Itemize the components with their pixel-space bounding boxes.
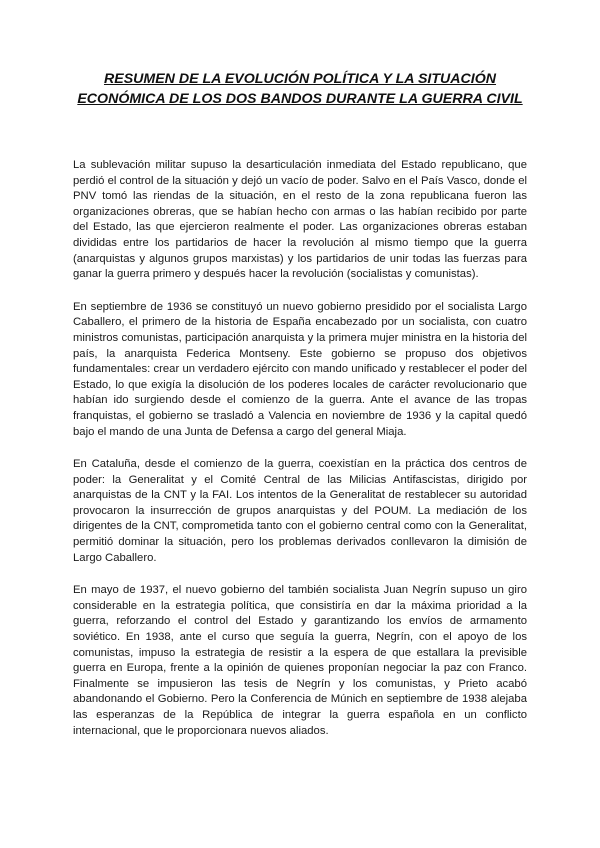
- paragraph-4: En mayo de 1937, el nuevo gobierno del también socialista Juan Negrín supuso un giro considerable en la estrategia política, que consistiría en dar la máxima prioridad a la guerra, reforzando el control del Estado y garantizando los envíos de armamento soviético. En 1938, ante el curso que seguía la guerra, Negrín, con el apoyo de los comunistas, impuso la estrategia de resistir a la espera de que estallara la previsible guerra en Europa, frente a la opinión de quienes proponían negociar la paz con Franco. Finalmente se impusieron las tesis de Negrín y los comunistas, y Prieto acabó abandonando el Gobierno. Pero la Conferencia de Múnich en septiembre de 1938 alejaba las esperanzas de la República de integrar la guerra española en un conflicto internacional, que le proporcionara nuevos aliados.: [73, 584, 527, 737]
- paragraph-1: La sublevación militar supuso la desarticulación inmediata del Estado republicano, que perdió el control de la situación y dejó un vacío de poder. Salvo en el País Vasco, donde el PNV tomó las riendas de la situación, en el resto de la zona republicana fueron las organizaciones obreras, que se habían hecho con armas o las habían recibido por parte del Estado, las que ejercieron realmente el poder. Las organizaciones obreras estaban divididas entre los partidarios de hacer la revolución al mismo tiempo que la guerra (anarquistas y algunos grupos marxistas) y los partidarios de unir todas las fuerzas para ganar la guerra primero y después hacer la revolución (socialistas y comunistas).: [73, 159, 527, 281]
- document-body: [73, 158, 527, 756]
- document-title: RESUMEN DE LA EVOLUCIÓN POLÍTICA Y LA SITUACIÓN ECONÓMICA DE LOS DOS BANDOS DURANTE LA GUERRA CIVIL: [77, 71, 523, 107]
- paragraph-3: En Cataluña, desde el comienzo de la guerra, coexistían en la práctica dos centros de poder: la Generalitat y el Comité Central de las Milicias Antifascistas, dirigido por anarquistas de la CNT y la FAI. Los intentos de la Generalitat de restablecer su autoridad provocaron la insurrección de grupos anarquistas y del POUM. La mediación de los dirigentes de la CNT, comprometida tanto con el gobierno central como con la Generalitat, permitió dominar la situación, pero los problemas derivados conllevaron la dimisión de Largo Caballero.: [73, 458, 527, 564]
- paragraph-2: En septiembre de 1936 se constituyó un nuevo gobierno presidido por el socialista Largo Caballero, el primero de la historia de España encabezado por un socialista, con cuatro ministros comunistas, participación anarquista y la primera mujer ministra en la historia del país, la anarquista Federica Montseny. Este gobierno se propuso dos objetivos fundamentales: crear un verdadero ejército con mando unificado y restablecer el poder del Estado, lo que exigía la disolución de los poderes locales de carácter revolucionario que habían ido surgiendo desde el comienzo de la guerra. Ante el avance de las tropas franquistas, el gobierno se trasladó a Valencia en noviembre de 1936 y la capital quedó bajo el mando de una Junta de Defensa a cargo del general Miaja.: [73, 300, 527, 438]
